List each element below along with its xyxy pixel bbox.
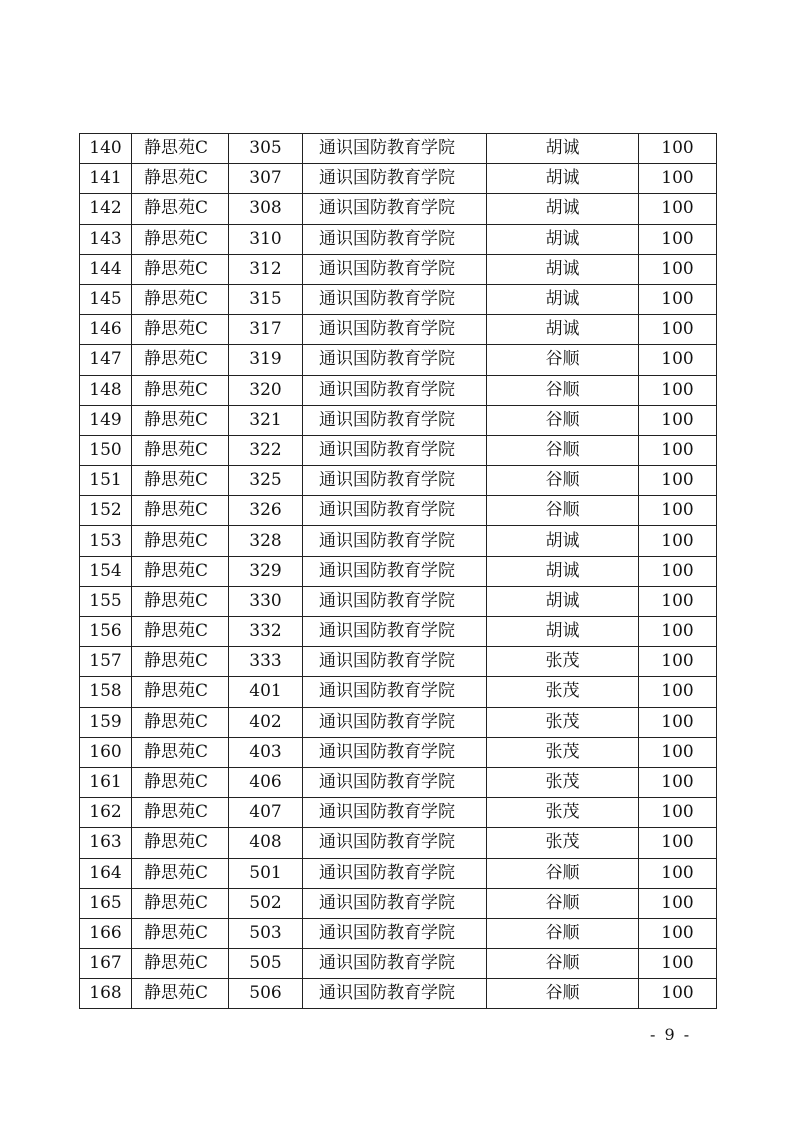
table-row — [80, 254, 717, 284]
row-number-cell: 156 — [80, 617, 132, 647]
table-body — [80, 134, 717, 1009]
building-cell: 静思苑C — [132, 647, 229, 677]
table-row — [80, 194, 717, 224]
inspector-cell: 胡诚 — [487, 556, 639, 586]
college-cell: 通识国防教育学院 — [303, 526, 487, 556]
score-cell: 100 — [639, 194, 717, 224]
room-number-cell: 333 — [229, 647, 303, 677]
score-cell: 100 — [639, 224, 717, 254]
college-cell: 通识国防教育学院 — [303, 858, 487, 888]
score-cell: 100 — [639, 617, 717, 647]
score-cell: 100 — [639, 435, 717, 465]
inspector-cell: 张茂 — [487, 767, 639, 797]
score-cell: 100 — [639, 949, 717, 979]
row-number-cell: 157 — [80, 647, 132, 677]
dorm-score-table-container — [79, 133, 716, 1009]
building-cell: 静思苑C — [132, 194, 229, 224]
table-row — [80, 798, 717, 828]
score-cell: 100 — [639, 405, 717, 435]
room-number-cell: 307 — [229, 164, 303, 194]
college-cell: 通识国防教育学院 — [303, 345, 487, 375]
table-row — [80, 496, 717, 526]
college-cell: 通识国防教育学院 — [303, 194, 487, 224]
room-number-cell: 328 — [229, 526, 303, 556]
score-cell: 100 — [639, 254, 717, 284]
building-cell: 静思苑C — [132, 375, 229, 405]
score-cell: 100 — [639, 375, 717, 405]
room-number-cell: 330 — [229, 586, 303, 616]
college-cell: 通识国防教育学院 — [303, 254, 487, 284]
room-number-cell: 406 — [229, 767, 303, 797]
inspector-cell: 胡诚 — [487, 194, 639, 224]
inspector-cell: 胡诚 — [487, 164, 639, 194]
inspector-cell: 谷顺 — [487, 435, 639, 465]
table-row — [80, 345, 717, 375]
inspector-cell: 谷顺 — [487, 496, 639, 526]
room-number-cell: 503 — [229, 918, 303, 948]
college-cell: 通识国防教育学院 — [303, 586, 487, 616]
inspector-cell: 谷顺 — [487, 466, 639, 496]
inspector-cell: 胡诚 — [487, 284, 639, 314]
building-cell: 静思苑C — [132, 918, 229, 948]
building-cell: 静思苑C — [132, 828, 229, 858]
building-cell: 静思苑C — [132, 435, 229, 465]
table-row — [80, 707, 717, 737]
room-number-cell: 407 — [229, 798, 303, 828]
building-cell: 静思苑C — [132, 224, 229, 254]
table-row — [80, 949, 717, 979]
row-number-cell: 144 — [80, 254, 132, 284]
building-cell: 静思苑C — [132, 798, 229, 828]
score-cell: 100 — [639, 647, 717, 677]
building-cell: 静思苑C — [132, 767, 229, 797]
building-cell: 静思苑C — [132, 707, 229, 737]
table-row — [80, 556, 717, 586]
college-cell: 通识国防教育学院 — [303, 134, 487, 164]
college-cell: 通识国防教育学院 — [303, 677, 487, 707]
table-row — [80, 526, 717, 556]
room-number-cell: 402 — [229, 707, 303, 737]
inspector-cell: 胡诚 — [487, 254, 639, 284]
room-number-cell: 502 — [229, 888, 303, 918]
building-cell: 静思苑C — [132, 979, 229, 1009]
building-cell: 静思苑C — [132, 164, 229, 194]
score-cell: 100 — [639, 284, 717, 314]
inspector-cell: 谷顺 — [487, 949, 639, 979]
college-cell: 通识国防教育学院 — [303, 949, 487, 979]
room-number-cell: 325 — [229, 466, 303, 496]
room-number-cell: 310 — [229, 224, 303, 254]
room-number-cell: 408 — [229, 828, 303, 858]
row-number-cell: 153 — [80, 526, 132, 556]
score-cell: 100 — [639, 767, 717, 797]
table-row — [80, 405, 717, 435]
building-cell: 静思苑C — [132, 617, 229, 647]
building-cell: 静思苑C — [132, 526, 229, 556]
college-cell: 通识国防教育学院 — [303, 556, 487, 586]
room-number-cell: 401 — [229, 677, 303, 707]
score-cell: 100 — [639, 979, 717, 1009]
row-number-cell: 149 — [80, 405, 132, 435]
table-row — [80, 284, 717, 314]
score-cell: 100 — [639, 707, 717, 737]
building-cell: 静思苑C — [132, 888, 229, 918]
college-cell: 通识国防教育学院 — [303, 284, 487, 314]
inspector-cell: 谷顺 — [487, 345, 639, 375]
inspector-cell: 张茂 — [487, 707, 639, 737]
college-cell: 通识国防教育学院 — [303, 888, 487, 918]
inspector-cell: 胡诚 — [487, 526, 639, 556]
score-cell: 100 — [639, 315, 717, 345]
score-cell: 100 — [639, 798, 717, 828]
table-row — [80, 828, 717, 858]
inspector-cell: 谷顺 — [487, 979, 639, 1009]
table-row — [80, 858, 717, 888]
table-row — [80, 888, 717, 918]
row-number-cell: 150 — [80, 435, 132, 465]
row-number-cell: 146 — [80, 315, 132, 345]
building-cell: 静思苑C — [132, 949, 229, 979]
room-number-cell: 329 — [229, 556, 303, 586]
table-row — [80, 737, 717, 767]
room-number-cell: 501 — [229, 858, 303, 888]
building-cell: 静思苑C — [132, 254, 229, 284]
row-number-cell: 160 — [80, 737, 132, 767]
room-number-cell: 506 — [229, 979, 303, 1009]
table-row — [80, 466, 717, 496]
score-cell: 100 — [639, 888, 717, 918]
row-number-cell: 155 — [80, 586, 132, 616]
building-cell: 静思苑C — [132, 284, 229, 314]
table-row — [80, 677, 717, 707]
table-row — [80, 979, 717, 1009]
score-cell: 100 — [639, 466, 717, 496]
score-cell: 100 — [639, 164, 717, 194]
inspector-cell: 张茂 — [487, 647, 639, 677]
building-cell: 静思苑C — [132, 556, 229, 586]
inspector-cell: 谷顺 — [487, 858, 639, 888]
row-number-cell: 142 — [80, 194, 132, 224]
college-cell: 通识国防教育学院 — [303, 496, 487, 526]
college-cell: 通识国防教育学院 — [303, 466, 487, 496]
inspector-cell: 胡诚 — [487, 586, 639, 616]
table-row — [80, 224, 717, 254]
college-cell: 通识国防教育学院 — [303, 224, 487, 254]
building-cell: 静思苑C — [132, 586, 229, 616]
room-number-cell: 312 — [229, 254, 303, 284]
inspector-cell: 胡诚 — [487, 617, 639, 647]
room-number-cell: 322 — [229, 435, 303, 465]
row-number-cell: 141 — [80, 164, 132, 194]
page-number: - 9 - — [650, 1025, 692, 1044]
score-cell: 100 — [639, 134, 717, 164]
score-cell: 100 — [639, 556, 717, 586]
room-number-cell: 317 — [229, 315, 303, 345]
room-number-cell: 308 — [229, 194, 303, 224]
row-number-cell: 148 — [80, 375, 132, 405]
table-row — [80, 134, 717, 164]
inspector-cell: 胡诚 — [487, 315, 639, 345]
score-cell: 100 — [639, 737, 717, 767]
row-number-cell: 167 — [80, 949, 132, 979]
room-number-cell: 305 — [229, 134, 303, 164]
room-number-cell: 403 — [229, 737, 303, 767]
room-number-cell: 319 — [229, 345, 303, 375]
inspector-cell: 谷顺 — [487, 375, 639, 405]
inspector-cell: 张茂 — [487, 677, 639, 707]
college-cell: 通识国防教育学院 — [303, 979, 487, 1009]
table-row — [80, 315, 717, 345]
college-cell: 通识国防教育学院 — [303, 737, 487, 767]
row-number-cell: 166 — [80, 918, 132, 948]
room-number-cell: 321 — [229, 405, 303, 435]
building-cell: 静思苑C — [132, 858, 229, 888]
building-cell: 静思苑C — [132, 315, 229, 345]
score-cell: 100 — [639, 918, 717, 948]
table-row — [80, 586, 717, 616]
inspector-cell: 胡诚 — [487, 134, 639, 164]
table-row — [80, 375, 717, 405]
college-cell: 通识国防教育学院 — [303, 405, 487, 435]
dorm-score-table — [79, 133, 717, 1009]
building-cell: 静思苑C — [132, 677, 229, 707]
college-cell: 通识国防教育学院 — [303, 647, 487, 677]
college-cell: 通识国防教育学院 — [303, 315, 487, 345]
score-cell: 100 — [639, 858, 717, 888]
building-cell: 静思苑C — [132, 466, 229, 496]
college-cell: 通识国防教育学院 — [303, 707, 487, 737]
room-number-cell: 332 — [229, 617, 303, 647]
inspector-cell: 张茂 — [487, 798, 639, 828]
row-number-cell: 162 — [80, 798, 132, 828]
score-cell: 100 — [639, 586, 717, 616]
row-number-cell: 168 — [80, 979, 132, 1009]
building-cell: 静思苑C — [132, 405, 229, 435]
row-number-cell: 152 — [80, 496, 132, 526]
college-cell: 通识国防教育学院 — [303, 798, 487, 828]
score-cell: 100 — [639, 496, 717, 526]
college-cell: 通识国防教育学院 — [303, 918, 487, 948]
row-number-cell: 147 — [80, 345, 132, 375]
score-cell: 100 — [639, 828, 717, 858]
score-cell: 100 — [639, 345, 717, 375]
college-cell: 通识国防教育学院 — [303, 164, 487, 194]
row-number-cell: 165 — [80, 888, 132, 918]
table-row — [80, 164, 717, 194]
college-cell: 通识国防教育学院 — [303, 617, 487, 647]
row-number-cell: 154 — [80, 556, 132, 586]
score-cell: 100 — [639, 677, 717, 707]
inspector-cell: 谷顺 — [487, 888, 639, 918]
college-cell: 通识国防教育学院 — [303, 828, 487, 858]
building-cell: 静思苑C — [132, 496, 229, 526]
row-number-cell: 159 — [80, 707, 132, 737]
row-number-cell: 143 — [80, 224, 132, 254]
building-cell: 静思苑C — [132, 134, 229, 164]
table-row — [80, 918, 717, 948]
row-number-cell: 145 — [80, 284, 132, 314]
row-number-cell: 158 — [80, 677, 132, 707]
row-number-cell: 164 — [80, 858, 132, 888]
inspector-cell: 张茂 — [487, 828, 639, 858]
inspector-cell: 张茂 — [487, 737, 639, 767]
room-number-cell: 315 — [229, 284, 303, 314]
room-number-cell: 505 — [229, 949, 303, 979]
row-number-cell: 161 — [80, 767, 132, 797]
college-cell: 通识国防教育学院 — [303, 767, 487, 797]
building-cell: 静思苑C — [132, 345, 229, 375]
college-cell: 通识国防教育学院 — [303, 375, 487, 405]
room-number-cell: 320 — [229, 375, 303, 405]
row-number-cell: 151 — [80, 466, 132, 496]
table-row — [80, 647, 717, 677]
building-cell: 静思苑C — [132, 737, 229, 767]
table-row — [80, 435, 717, 465]
table-row — [80, 617, 717, 647]
table-row — [80, 767, 717, 797]
college-cell: 通识国防教育学院 — [303, 435, 487, 465]
row-number-cell: 140 — [80, 134, 132, 164]
inspector-cell: 谷顺 — [487, 918, 639, 948]
score-cell: 100 — [639, 526, 717, 556]
row-number-cell: 163 — [80, 828, 132, 858]
inspector-cell: 谷顺 — [487, 405, 639, 435]
room-number-cell: 326 — [229, 496, 303, 526]
inspector-cell: 胡诚 — [487, 224, 639, 254]
